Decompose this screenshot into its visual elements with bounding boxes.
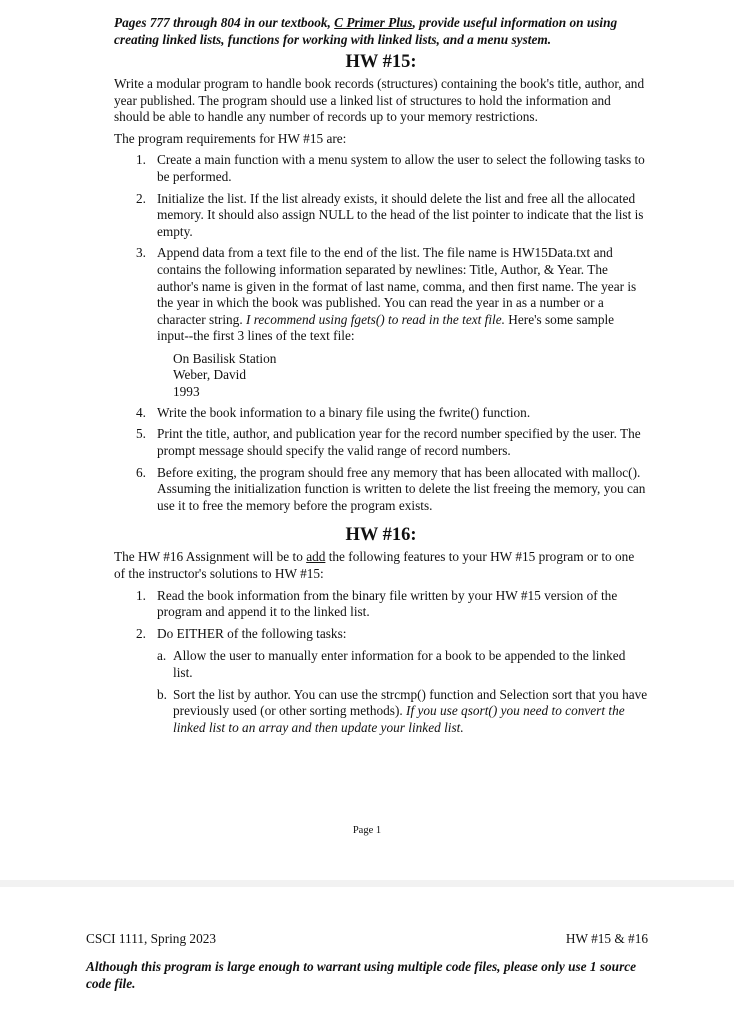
list-item: 2. Initialize the list. If the list already exists, it should delete the list and free all the allocated memory. It should also assign NULL to the head of the list pointer to indicate that the list is empty. — [136, 190, 644, 239]
list-item: 2. Do EITHER of the following tasks: a. Allow the user to manually enter information for a book to be appended to the linked list. b. Sort the list by author. You can use the strcmp() function and Selection sort that you have previously used (or other sorting methods). If you use qsort() you need to convert the linked list to an array and then update your linked list. — [136, 625, 648, 735]
assignment-header: HW #15 & #16 — [565, 931, 648, 946]
list-item: a. Allow the user to manually enter information for a book to be appended to the linked list. — [157, 648, 626, 680]
hw16-task-options — [157, 648, 648, 736]
list-item: 6. Before exiting, the program should free any memory that has been allocated with malloc(). Assuming the initialization function is written to delete the list freeing the memory, you can use it to free the memory before the program exists. — [136, 464, 646, 513]
sample-input — [157, 351, 648, 400]
page-number: Page 1 — [352, 825, 382, 836]
course-header: CSCI 1111, Spring 2023 — [86, 931, 217, 946]
single-file-note: Although this program is large enough to warrant using multiple code files, please only use 1 source code file. — [86, 959, 637, 991]
page-content — [114, 14, 648, 741]
hw16-feature-list — [114, 588, 648, 737]
sample-line: 1993 — [173, 383, 200, 399]
intro-paragraph: Pages 777 through 804 in our textbook, C Primer Plus, provide useful information on using creating linked lists, functions for working with linked lists, and a menu system. — [114, 15, 618, 47]
document-page-2 — [0, 887, 734, 1024]
hw16-description: The HW #16 Assignment will be to add the following features to your HW #15 program or to one of the instructor's solutions to HW #15: — [114, 549, 635, 581]
hw16-heading: HW #16: — [345, 525, 417, 546]
sample-line: On Basilisk Station — [173, 350, 277, 366]
list-item: 3. Append data from a text file to the end of the list. The file name is HW15Data.txt and contains the following information separated by newlines: Title, Author, & Year. The author's name is given in the format of last name, comma, and then first name. The year is the year in which the book was published. You can read the year in as a number or a character string. I recommend using fgets() to read in the text file. Here's some sample input--the first 3 lines of the text file: On Basilisk Station Weber, David 1993 — [114, 245, 648, 399]
hw15-description: Write a modular program to handle book records (structures) containing the book's title, author, and year published. The program should use a linked list of structures to hold the information and should be able to handle any number of records up to your memory restrictions. — [114, 76, 645, 125]
textbook-title: C Primer Plus — [334, 15, 413, 30]
sample-line: Weber, David — [173, 367, 246, 383]
list-item: b. Sort the list by author. You can use the strcmp() function and Selection sort that you have previously used (or other sorting methods). If you use qsort() you need to convert the linked list to an array and then update your linked list. — [157, 686, 648, 735]
hw15-requirements-list — [114, 152, 648, 514]
list-item: 4. Write the book information to a binary file using the fwrite() function. — [136, 404, 531, 420]
hw15-heading: HW #15: — [345, 52, 417, 72]
list-item: 1. Create a main function with a menu system to allow the user to select the following tasks to be performed. — [136, 152, 645, 184]
list-item: 5. Print the title, author, and publication year for the record number specified by the user. The prompt message should specify the valid range of record numbers. — [136, 426, 641, 458]
list-item: 1. Read the book information from the binary file written by your HW #15 version of the program and append it to the linked list. — [136, 587, 618, 620]
hw15-requirements-intro: The program requirements for HW #15 are: — [114, 130, 347, 146]
